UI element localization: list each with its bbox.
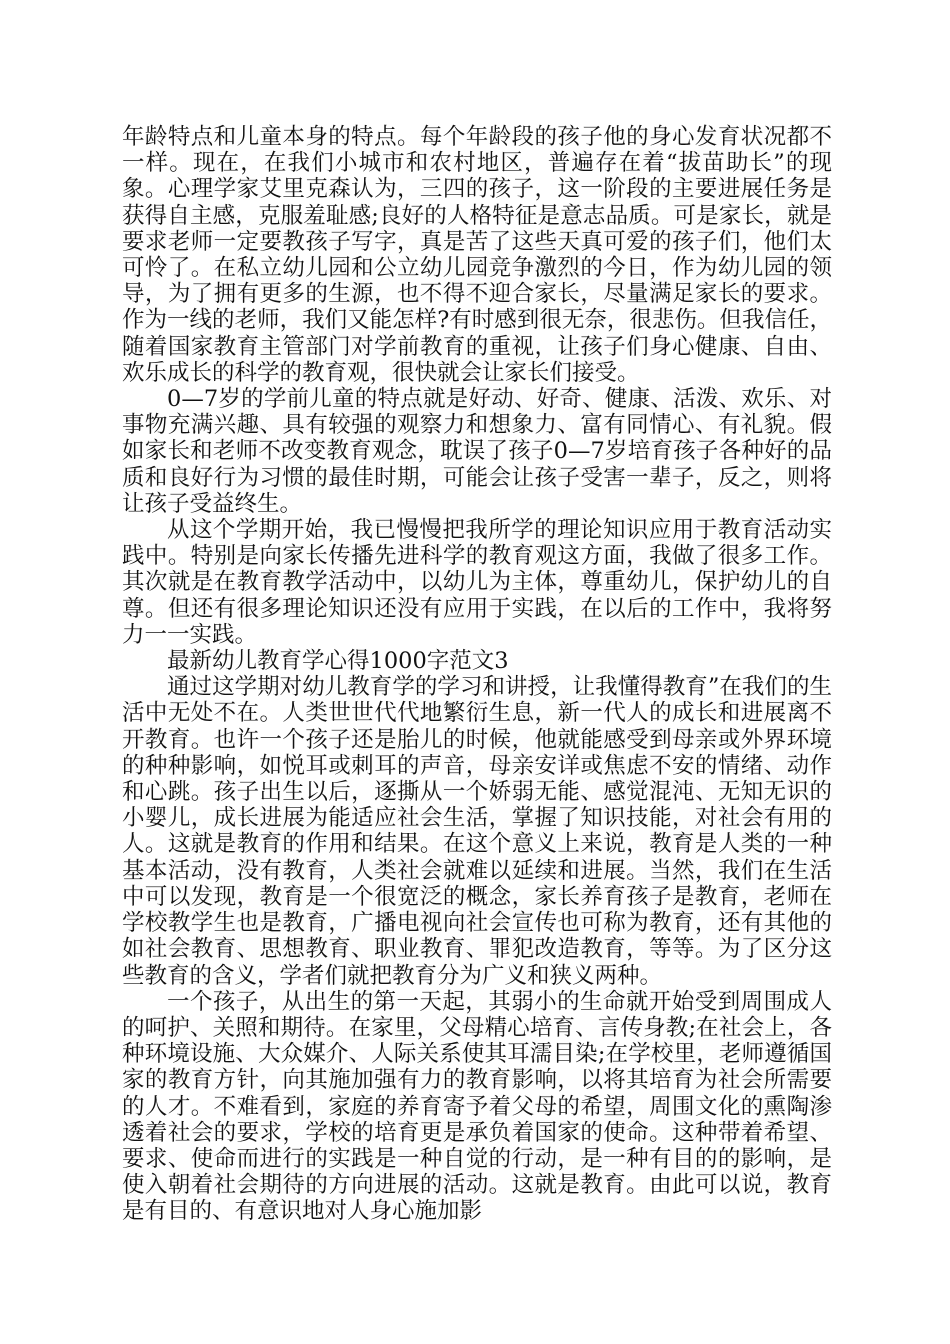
paragraph-1: 年龄特点和儿童本身的特点。每个年龄段的孩子他的身心发育状况都不一样。现在，在我们小城市和农村地区，普遍存在着“拔苗助长”的现象。心理学家艾里克森认为，三四的孩子，这一阶段的主要进展任务是获得自主感，克服羞耻感;良好的人格特征是意志品质。可是家长，就是要求老师一定要教孩子写字，真是苦了这些天真可爱的孩子们，他们太可怜了。在私立幼儿园和公立幼儿园竞争激烈的今日，作为幼儿园的领导，为了拥有更多的生源，也不得不迎合家长，尽量满足家长的要求。作为一线的老师，我们又能怎样?有时感到很无奈，很悲伤。但我信任，随着国家教育主管部门对学前教育的重视，让孩子们身心健康、自由、欢乐成长的科学的教育观，很快就会让家长们接受。 (122, 124, 832, 386)
paragraph-4: 通过这学期对幼儿教育学的学习和讲授，让我懂得教育”在我们的生活中无处不在。人类世世代代地繁衍生息，新一代人的成长和进展离不开教育。也许一个孩子还是胎儿的时候，他就能感受到母亲或外界环境的种种影响，如悦耳或刺耳的声音，母亲安详或焦虑不安的情绪、动作和心跳。孩子出生以后，逐撕从一个娇弱无能、感觉混沌、无知无识的小婴儿，成长进展为能适应社会生活，掌握了知识技能，对社会有用的人。这就是教育的作用和结果。在这个意义上来说，教育是人类的一种基本活动，没有教育，人类社会就难以延续和进展。当然，我们在生活中可以发现，教育是一个很宽泛的概念，家长养育孩子是教育，老师在学校教学生也是教育，广播电视向社会宣传也可称为教育，还有其他的如社会教育、思想教育、职业教育、罪犯改造教育，等等。为了区分这些教育的含义，学者们就把教育分为广义和狭义两种。 (122, 674, 832, 989)
paragraph-3: 从这个学期开始，我已慢慢把我所学的理论知识应用于教育活动实践中。特别是向家长传播先进科学的教育观这方面，我做了很多工作。其次就是在教育教学活动中，以幼儿为主体，尊重幼儿，保护幼儿的自尊。但还有很多理论知识还没有应用于实践，在以后的工作中，我将努力一一实践。 (122, 517, 832, 648)
paragraph-2: 0—7岁的学前儿童的特点就是好动、好奇、健康、活泼、欢乐、对事物充满兴趣、具有较强的观察力和想象力、富有同情心、有礼貌。假如家长和老师不改变教育观念，耽误了孩子0—7岁培育孩子各种好的品质和良好行为习惯的最佳时期，可能会让孩子受害一辈子，反之，则将让孩子受益终生。 (122, 386, 832, 517)
section-heading: 最新幼儿教育学心得1000字范文3 (167, 648, 509, 675)
document-body (122, 124, 832, 1225)
paragraph-5: 一个孩子，从出生的第一天起，其弱小的生命就开始受到周围成人的呵护、关照和期待。在家里，父母精心培育、言传身教;在社会上，各种环境设施、大众媒介、人际关系使其耳濡目染;在学校里，老师遵循国家的教育方针，向其施加强有力的教育影响，以将其培育为社会所需要的人才。不难看到，家庭的养育寄予着父母的希望，周围文化的熏陶渗透着社会的要求，学校的培育更是承负着国家的使命。这种带着希望、要求、使命而进行的实践是一种自觉的行动，是一种有目的的影响，是使入朝着社会期待的方向进展的活动。这就是教育。由此可以说，教育是有目的、有意识地对人身心施加影 (122, 988, 832, 1225)
